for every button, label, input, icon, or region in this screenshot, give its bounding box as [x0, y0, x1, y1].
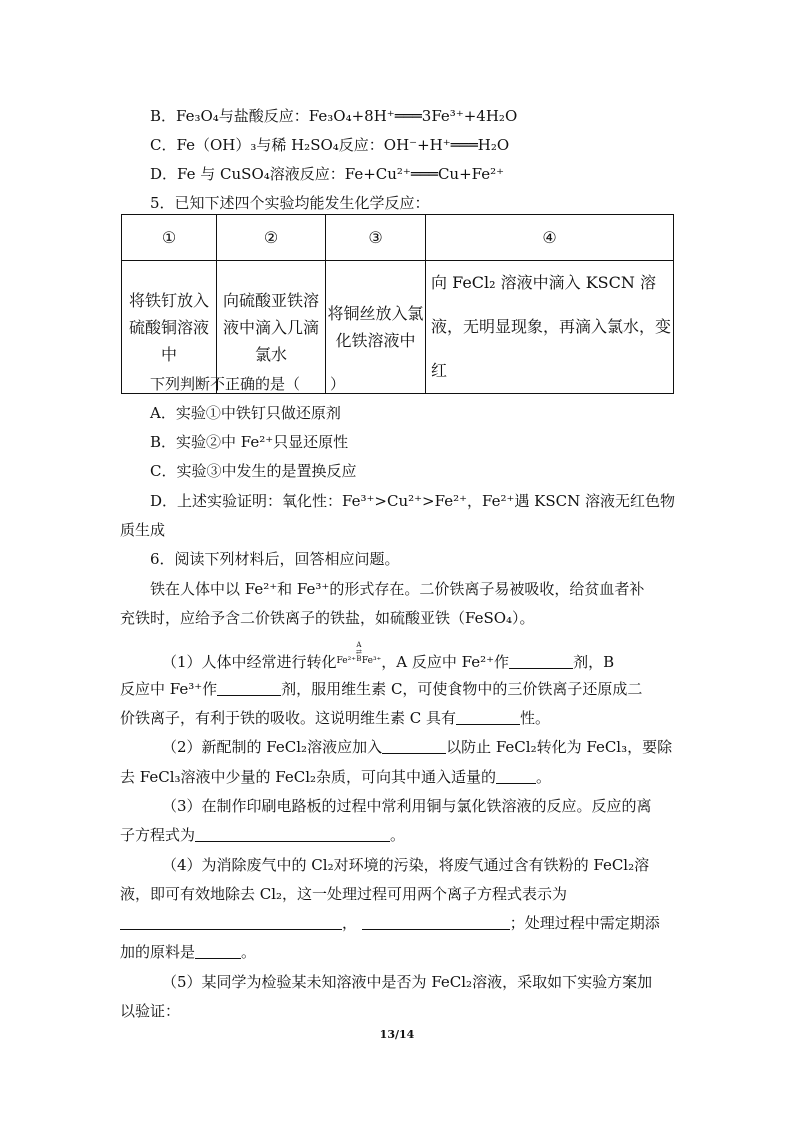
blank-4[interactable] — [382, 739, 446, 754]
q5-option-b: B．实验②中 Fe²⁺只显还原性 — [150, 433, 349, 451]
blank-1[interactable] — [509, 654, 573, 669]
q6-part2-line1: （2）新配制的 FeCl₂溶液应加入 以防止 FeCl₂转化为 FeCl₃，要除 — [162, 738, 673, 756]
q6-part4-line1: （4）为消除废气中的 Cl₂对环境的污染，将废气通过含有铁粉的 FeCl₂溶 — [162, 856, 650, 874]
q6-part5-line2: 以验证： — [120, 1002, 181, 1020]
q6-part1-line3: 价铁离子，有利于铁的吸收。这说明维生素 C 具有 性。 — [120, 709, 551, 727]
table-cell-1: 将铁钉放入硫酸铜溶液中 — [122, 261, 217, 394]
table-header-4: ④ — [426, 215, 674, 261]
q6-part1-line1: （1）人体中经常进行转化Fe²⁺A ⇄ BFe³⁺，A 反应中 Fe²⁺作 剂，B — [162, 641, 615, 671]
q6-part4-line4: 加的原料是 。 — [120, 943, 257, 961]
blank-7[interactable] — [120, 915, 342, 930]
q5-stem: 5．已知下述四个实验均能发生化学反应： — [150, 194, 430, 212]
table-header-3: ③ — [326, 215, 426, 261]
conversion-arrow: Fe²⁺A ⇄ BFe³⁺ — [336, 641, 382, 666]
blank-2[interactable] — [217, 681, 281, 696]
q6-part5-line1: （5）某同学为检验某未知溶液中是否为 FeCl₂溶液，采取如下实验方案加 — [162, 973, 653, 991]
blank-5[interactable] — [496, 769, 536, 784]
blank-6[interactable] — [195, 827, 390, 842]
q6-part4-line3: ， ；处理过程中需定期添 — [120, 913, 660, 933]
option-c: C．Fe（OH）₃与稀 H₂SO₄反应：OH⁻+H⁺═══H₂O — [150, 136, 510, 154]
q6-part3-line2: 子方程式为 。 — [120, 826, 406, 844]
table-cell-3: 将铜丝放入氯化铁溶液中 — [326, 261, 426, 394]
q6-part3-line1: （3）在制作印刷电路板的过程中常利用铜与氯化铁溶液的反应。反应的离 — [162, 797, 652, 815]
q6-part4-line2: 液，即可有效地除去 Cl₂，这一处理过程可用两个离子方程式表示为 — [120, 885, 568, 903]
q6-part1-line2: 反应中 Fe³⁺作 剂，服用维生素 C，可使食物中的三价铁离子还原成二 — [120, 680, 643, 698]
q5-option-c: C．实验③中发生的是置换反应 — [150, 462, 357, 480]
experiment-table — [121, 214, 674, 394]
q5-option-a: A．实验①中铁钉只做还原剂 — [150, 404, 341, 422]
blank-3[interactable] — [456, 710, 520, 725]
q6-material-2: 充铁时，应给予含二价铁离子的铁盐，如硫酸亚铁（FeSO₄）。 — [120, 609, 535, 627]
q5-option-d: D．上述实验证明：氧化性：Fe³⁺>Cu²⁺>Fe²⁺，Fe²⁺遇 KSCN 溶液无红色物 — [150, 492, 676, 510]
blank-8[interactable] — [362, 915, 510, 930]
q6-stem: 6．阅读下列材料后，回答相应问题。 — [150, 550, 400, 568]
table-header-2: ② — [217, 215, 326, 261]
table-header-1: ① — [122, 215, 217, 261]
table-cell-2: 向硫酸亚铁溶液中滴入几滴氯水 — [217, 261, 326, 394]
q6-part2-line2: 去 FeCl₃溶液中少量的 FeCl₂杂质，可向其中通入适量的 。 — [120, 768, 552, 786]
blank-9[interactable] — [195, 944, 241, 959]
q6-material-1: 铁在人体中以 Fe²⁺和 Fe³⁺的形式存在。二价铁离子易被吸收，给贫血者补 — [150, 580, 645, 598]
option-d: D．Fe 与 CuSO₄溶液反应：Fe+Cu²⁺═══Cu+Fe²⁺ — [150, 165, 505, 183]
page-number: 13/14 — [379, 1028, 415, 1041]
option-b: B．Fe₃O₄与盐酸反应：Fe₃O₄+8H⁺═══3Fe³⁺+4H₂O — [150, 107, 518, 125]
table-cell-4: 向 FeCl₂ 溶液中滴入 KSCN 溶液，无明显现象，再滴入氯水，变红 — [426, 261, 674, 394]
q5-option-d-cont: 质生成 — [120, 521, 166, 539]
q5-prompt: 下列判断不正确的是（ ） — [150, 375, 346, 393]
